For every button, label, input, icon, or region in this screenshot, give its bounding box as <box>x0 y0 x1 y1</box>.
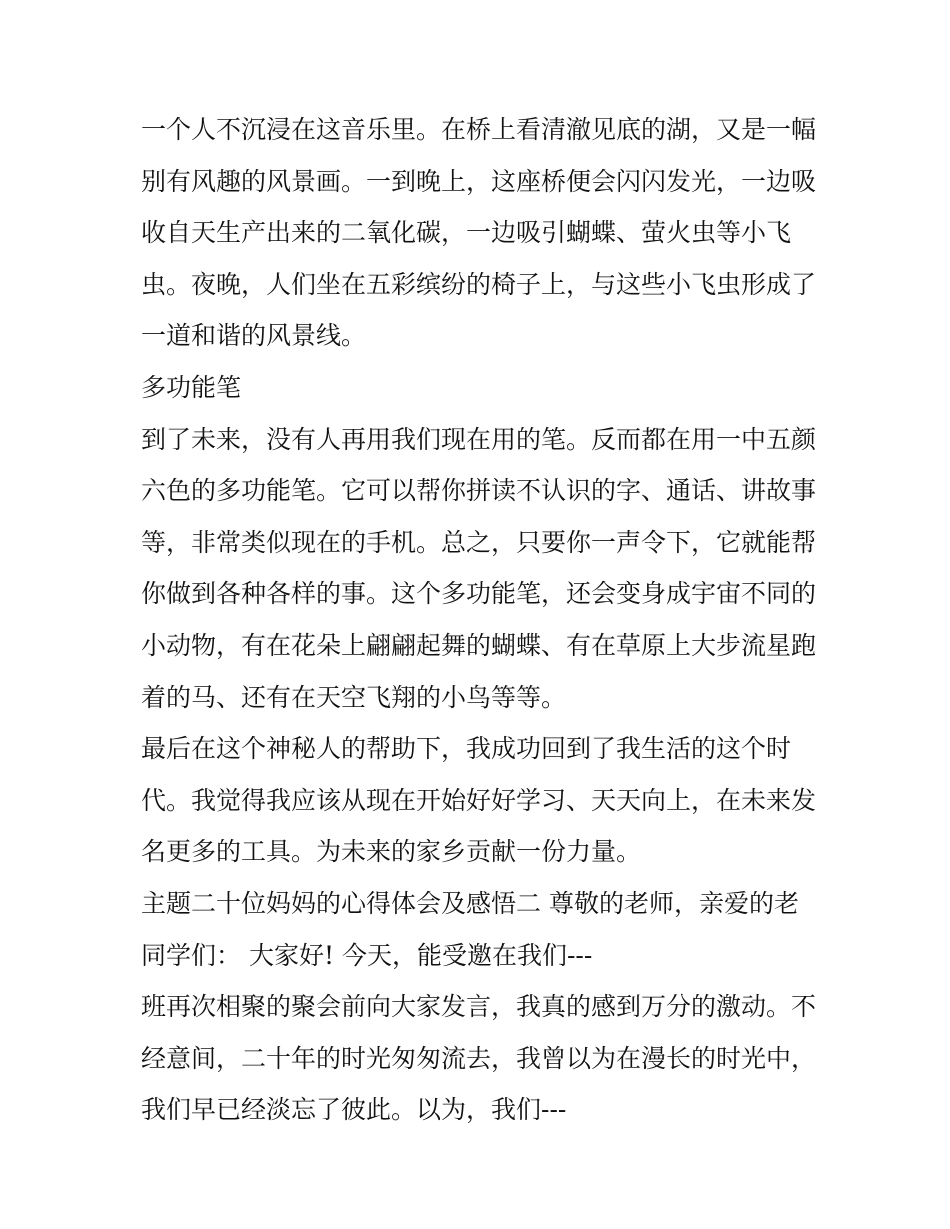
section-heading: 多功能笔 <box>141 372 242 402</box>
text-line: 最后在这个神秘人的帮助下，我成功回到了我生活的这个时 <box>141 734 792 764</box>
text-line: 到了未来，没有人再用我们现在用的笔。反而都在用一中五颜 <box>141 424 817 454</box>
text-line: 主题二十位妈妈的心得体会及感悟二 尊敬的老师，亲爱的老 <box>141 888 799 918</box>
text-line: 别有风趣的风景画。一到晚上，这座桥便会闪闪发光，一边吸 <box>141 166 817 196</box>
text-line: 经意间，二十年的时光匆匆流去，我曾以为在漫长的时光中， <box>141 1043 817 1073</box>
text-line: 着的马、还有在天空飞翔的小鸟等等。 <box>141 682 567 712</box>
text-line: 六色的多功能笔。它可以帮你拼读不认识的字、通话、讲故事 <box>141 476 817 506</box>
text-line: 班再次相聚的聚会前向大家发言，我真的感到万分的激动。不 <box>141 992 817 1022</box>
text-line: 小动物，有在花朵上翩翩起舞的蝴蝶、有在草原上大步流星跑 <box>141 630 817 660</box>
text-line: 等，非常类似现在的手机。总之，只要你一声令下，它就能帮 <box>141 527 817 557</box>
text-line: 同学们： 大家好! 今天，能受邀在我们--- <box>141 940 593 970</box>
text-line: 一个人不沉浸在这音乐里。在桥上看清澈见底的湖，又是一幅 <box>141 115 817 144</box>
text-line: 收自天生产出来的二氧化碳，一边吸引蝴蝶、萤火虫等小飞 <box>141 218 792 248</box>
text-line: 我们早已经淡忘了彼此。以为，我们--- <box>141 1095 567 1125</box>
text-line: 代。我觉得我应该从现在开始好好学习、天天向上，在未来发 <box>141 785 817 815</box>
text-line: 虫。夜晚，人们坐在五彩缤纷的椅子上，与这些小飞虫形成了 <box>141 269 817 299</box>
text-line: 名更多的工具。为未来的家乡贡献一份力量。 <box>141 837 642 867</box>
text-line: 一道和谐的风景线。 <box>141 321 367 351</box>
body-text <box>141 104 821 1136</box>
text-line: 你做到各种各样的事。这个多功能笔，还会变身成宇宙不同的 <box>141 579 817 609</box>
